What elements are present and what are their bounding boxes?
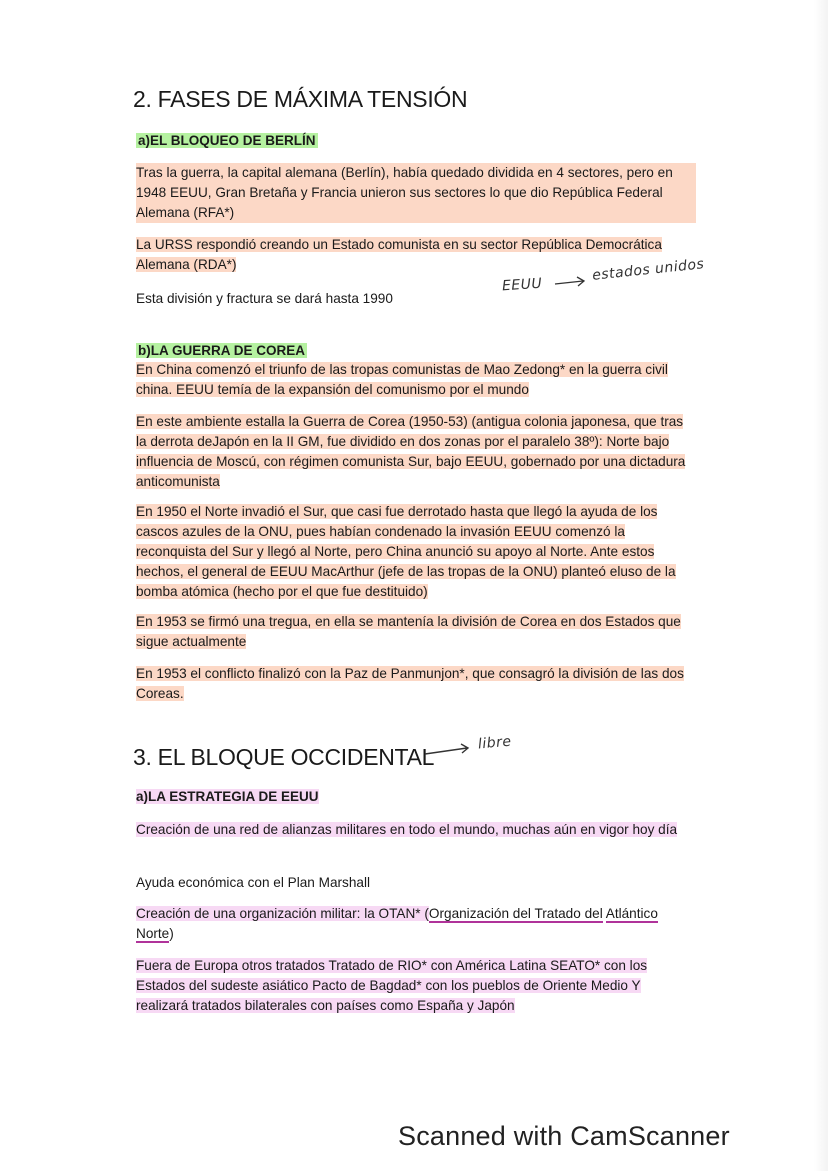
estrategia-paragraph-4 [136,956,696,1016]
handwritten-note-eeuu: EEUU [501,275,543,295]
corea-paragraph-5 [136,664,696,704]
estrategia-paragraph-1 [136,820,696,840]
heading-corea [136,343,307,358]
corea-paragraph-4-text: En 1953 se firmó una tregua, en ella se mantenía la división de Corea en dos Estados que sigue actualmente [136,614,681,649]
heading-berlin [136,133,318,148]
heading-corea-text: b)LA GUERRA DE COREA [138,343,305,358]
heading-berlin-text: a)EL BLOQUEO DE BERLÍN [138,133,316,148]
corea-paragraph-2 [136,412,696,492]
corea-paragraph-1 [136,360,696,400]
corea-paragraph-3-text: En 1950 el Norte invadió el Sur, que casi fue derrotado hasta que llegó la ayuda de los cascos azules de la ONU, pues habían condenado la invasión EEUU comenzó la reconquista del Sur y llegó al Norte, pero China anunció su apoyo al Norte. Ante estos hechos, el general de EEUU MacArthur (jefe de las tropas de la ONU) planteó eluso de la bomba atómica (hecho por el que fue destituido) [136,504,676,599]
estrategia-paragraph-3 [136,904,696,944]
estrategia-paragraph-2: Ayuda económica con el Plan Marshall [136,875,370,890]
heading-estrategia-text: a)LA ESTRATEGIA DE EEUU [136,789,319,804]
handwritten-arrow-libre-icon [423,740,473,760]
camscanner-watermark: Scanned with CamScanner [398,1121,730,1151]
estrategia-p3-close: ) [169,926,174,941]
berlin-paragraph-3: Esta división y fractura se dará hasta 1990 [136,291,393,306]
corea-paragraph-5-text: En 1953 el conflicto finalizó con la Paz de Panmunjon*, que consagró la división de las dos Coreas. [136,666,684,701]
handwritten-note-libre: libre [477,733,513,753]
corea-paragraph-3 [136,502,696,602]
estrategia-p3-lead: Creación de una organización militar: la OTAN* ( [136,906,429,921]
berlin-paragraph-1: Tras la guerra, la capital alemana (Berlín), había quedado dividida en 4 sectores, pero en 1948 EEUU, Gran Bretaña y Francia unieron sus sectores lo que dio República Federal Alemana (RFA*) [136,163,696,223]
corea-paragraph-4 [136,612,696,652]
handwritten-note-estados-unidos: estados unidos [591,256,706,284]
corea-paragraph-2-text: En este ambiente estalla la Guerra de Corea (1950-53) (antigua colonia japonesa, que tras la derrota deJapón en la II GM, fue dividido en dos zonas por el paralelo 38º): Norte bajo influencia de Moscú, con régimen comunista Sur, bajo EEUU, gobernado por una dictadura anticomunista [136,414,686,489]
berlin-paragraph-2-text: La URSS respondió creando un Estado comunista en su sector República Democrática Alemana (RDA*) [136,237,662,272]
corea-paragraph-1-text: En China comenzó el triunfo de las tropas comunistas de Mao Zedong* en la guerra civil china. EEUU temía de la expansión del comunismo por el mundo [136,362,668,397]
estrategia-p3-otan-name: Organización del Tratado del [428,906,603,921]
estrategia-p3-otan-name-cont: Atlántico Norte [136,906,658,941]
handwritten-arrow-icon [553,274,589,290]
section-3-title: 3. EL BLOQUE OCCIDENTAL [133,744,435,770]
heading-estrategia [136,789,319,804]
estrategia-paragraph-1-text: Creación de una red de alianzas militares en todo el mundo, muchas aún en vigor hoy día [136,822,678,837]
estrategia-paragraph-4-text: Fuera de Europa otros tratados Tratado de RIO* con América Latina SEATO* con los Estados del sudeste asiático Pacto de Bagdad* con los pueblos de Oriente Medio Y realizará tratados bilaterales con países como España y Japón [136,958,648,1013]
section-2-title: 2. FASES DE MÁXIMA TENSIÓN [133,86,468,112]
page-edge-shadow [814,0,828,1171]
